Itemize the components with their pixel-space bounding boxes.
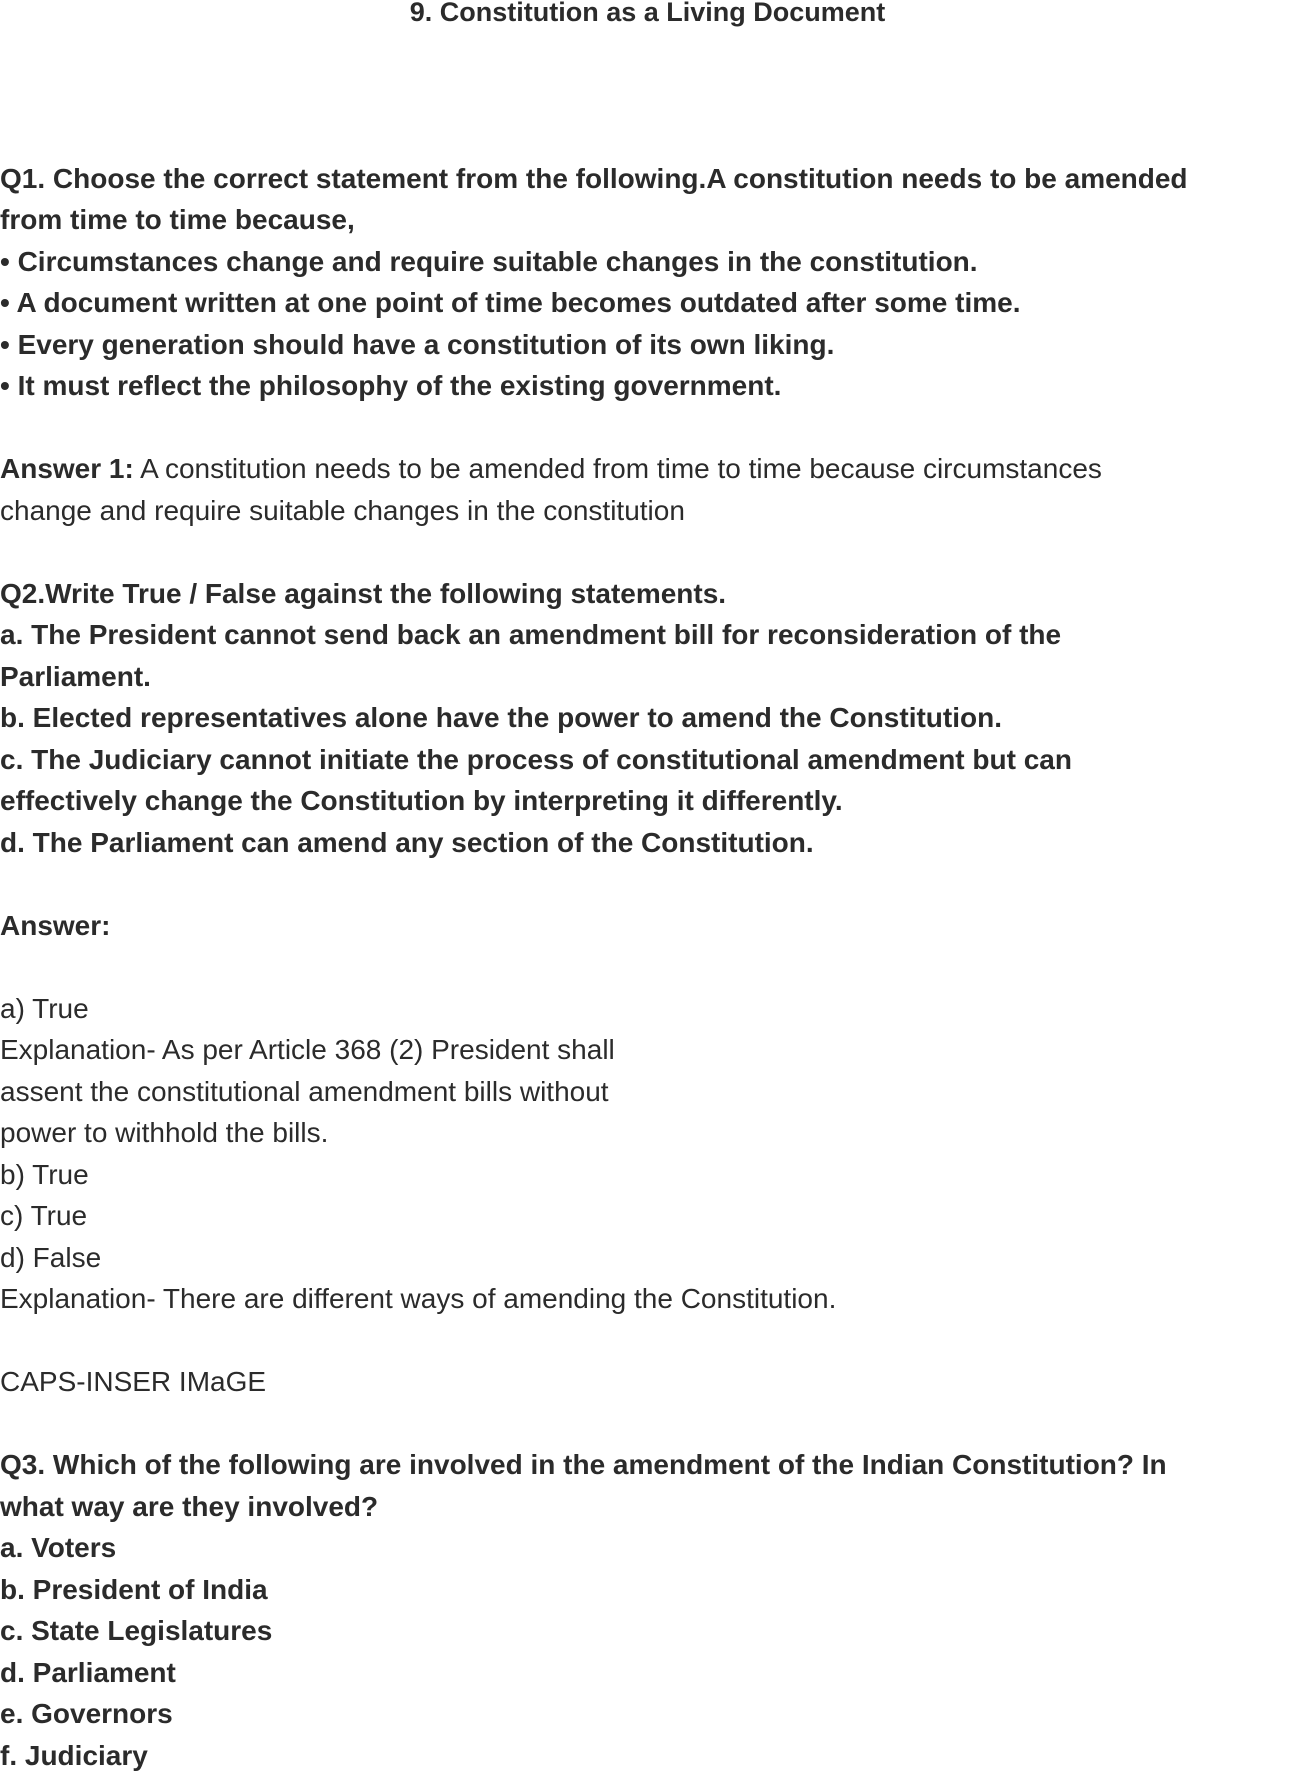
question-3-option-d: d. Parliament: [0, 1652, 1295, 1694]
question-3-option-b: b. President of India: [0, 1569, 1295, 1611]
page-title: 9. Constitution as a Living Document: [0, 0, 1295, 34]
image-placeholder-text: CAPS-INSER IMaGE: [0, 1361, 1295, 1403]
question-1-option-a: • Circumstances change and require suitable changes in the constitution.: [0, 241, 1295, 283]
answer-2-line-4: power to withhold the bills.: [0, 1112, 1295, 1154]
question-3-line-2: what way are they involved?: [0, 1486, 1295, 1528]
question-3-option-a: a. Voters: [0, 1527, 1295, 1569]
question-2-line-6: effectively change the Constitution by interpreting it differently.: [0, 780, 1295, 822]
question-2-line-7: d. The Parliament can amend any section of the Constitution.: [0, 822, 1295, 864]
question-2-line-5: c. The Judiciary cannot initiate the process of constitutional amendment but can: [0, 739, 1295, 781]
answer-2-line-2: Explanation- As per Article 368 (2) President shall: [0, 1029, 1295, 1071]
answer-1: [0, 448, 1295, 531]
question-2-line-2: a. The President cannot send back an amendment bill for reconsideration of the: [0, 614, 1295, 656]
question-1-line-2: from time to time because,: [0, 199, 1295, 241]
question-3-line-1: Q3. Which of the following are involved in the amendment of the Indian Constitution? In: [0, 1444, 1295, 1486]
question-3-option-c: c. State Legislatures: [0, 1610, 1295, 1652]
question-3: [0, 1444, 1295, 1776]
question-2-line-1: Q2.Write True / False against the following statements.: [0, 573, 1295, 615]
answer-2-line-7: d) False: [0, 1237, 1295, 1279]
answer-2-line-8: Explanation- There are different ways of amending the Constitution.: [0, 1278, 1295, 1320]
answer-1-label: Answer 1:: [0, 453, 134, 484]
answer-2: [0, 988, 1295, 1320]
answer-2-line-3: assent the constitutional amendment bills without: [0, 1071, 1295, 1113]
question-1-line-1: Q1. Choose the correct statement from the following.A constitution needs to be amended: [0, 158, 1295, 200]
answer-2-line-6: c) True: [0, 1195, 1295, 1237]
question-2: [0, 573, 1295, 864]
question-2-line-3: Parliament.: [0, 656, 1295, 698]
question-2-line-4: b. Elected representatives alone have the power to amend the Constitution.: [0, 697, 1295, 739]
question-1-option-c: • Every generation should have a constitution of its own liking.: [0, 324, 1295, 366]
question-1-option-d: • It must reflect the philosophy of the existing government.: [0, 365, 1295, 407]
question-1: [0, 158, 1295, 407]
answer-1-text: A constitution needs to be amended from time to time because circumstances: [134, 453, 1102, 484]
answer-2-line-5: b) True: [0, 1154, 1295, 1196]
answer-2-line-1: a) True: [0, 988, 1295, 1030]
question-1-option-b: • A document written at one point of time becomes outdated after some time.: [0, 282, 1295, 324]
answer-1-text-line-2: change and require suitable changes in the constitution: [0, 490, 1295, 532]
answer-2-label: Answer:: [0, 905, 1295, 947]
question-3-option-f: f. Judiciary: [0, 1735, 1295, 1776]
question-3-option-e: e. Governors: [0, 1693, 1295, 1735]
